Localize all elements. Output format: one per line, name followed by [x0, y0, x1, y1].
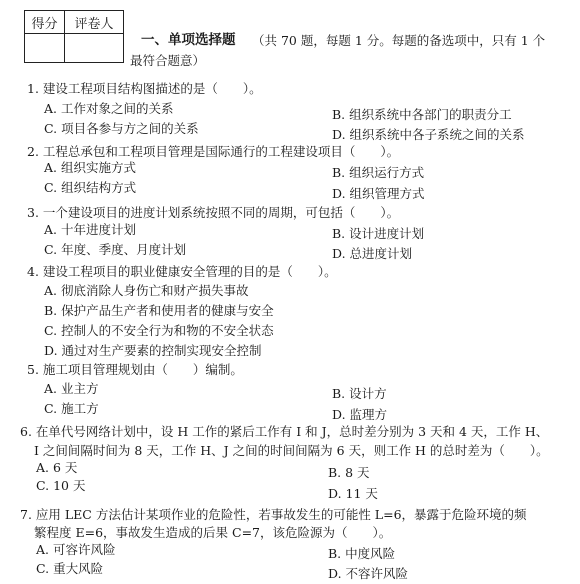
- question-5-option-a: A. 业主方: [44, 381, 99, 396]
- question-7-stem-line1: 7. 应用 LEC 方法估计某项作业的危险性，若事故发生的可能性 L=6，暴露于危险环境的频: [20, 507, 527, 522]
- question-6-option-c: C. 10 天: [36, 478, 86, 493]
- question-6-option-a: A. 6 天: [36, 460, 78, 475]
- question-7-option-a: A. 可容许风险: [36, 542, 116, 557]
- section-title: 一、单项选择题: [141, 32, 236, 48]
- score-cell: [25, 34, 65, 63]
- question-2-stem: 2. 工程总承包和工程项目管理是国际通行的工程建设项目（ ）。: [27, 144, 400, 159]
- question-6-option-d: D. 11 天: [328, 486, 378, 501]
- question-7-stem-line2: 繁程度 E=6，事故发生造成的后果 C=7，该危险源为（ ）。: [34, 525, 392, 540]
- question-2-option-c: C. 组织结构方式: [44, 180, 137, 195]
- question-1-option-d: D. 组织系统中各子系统之间的关系: [332, 127, 525, 142]
- question-1-option-b: B. 组织系统中各部门的职责分工: [332, 107, 512, 122]
- question-4-option-a: A. 彻底消除人身伤亡和财产损失事故: [44, 283, 249, 298]
- question-4-option-d: D. 通过对生产要素的控制实现安全控制: [44, 343, 262, 358]
- section-instructions-line1: （共 70 题，每题 1 分。每题的备选项中，只有 1 个: [252, 33, 546, 48]
- question-7-option-d: D. 不容许风险: [328, 566, 409, 581]
- question-5-option-d: D. 监理方: [332, 407, 388, 422]
- question-3-option-a: A. 十年进度计划: [44, 222, 136, 237]
- question-4-option-c: C. 控制人的不安全行为和物的不安全状态: [44, 323, 274, 338]
- question-7-option-b: B. 中度风险: [328, 546, 396, 561]
- question-6-stem-line2: I 之间间隔时间为 8 天，工作 H、J 之间的时间间隔为 6 天，则工作 H 的总时差为（ ）。: [34, 443, 549, 458]
- score-header: 得分: [25, 11, 65, 34]
- question-5-stem: 5. 施工项目管理规划由（ ）编制。: [27, 362, 243, 377]
- grader-header: 评卷人: [64, 11, 123, 34]
- question-4-option-b: B. 保护产品生产者和使用者的健康与安全: [44, 303, 274, 318]
- question-1-option-a: A. 工作对象之间的关系: [44, 101, 174, 116]
- question-5-option-b: B. 设计方: [332, 386, 387, 401]
- question-5-option-c: C. 施工方: [44, 401, 99, 416]
- question-3-option-c: C. 年度、季度、月度计划: [44, 242, 187, 257]
- score-table: [24, 10, 124, 63]
- question-7-option-c: C. 重大风险: [36, 561, 104, 576]
- question-3-stem: 3. 一个建设项目的进度计划系统按照不同的周期，可包括（ ）。: [27, 205, 400, 220]
- question-3-option-b: B. 设计进度计划: [332, 226, 425, 241]
- question-2-option-a: A. 组织实施方式: [44, 160, 136, 175]
- question-1-stem: 1. 建设工程项目结构图描述的是（ ）。: [27, 81, 262, 96]
- question-4-stem: 4. 建设工程项目的职业健康安全管理的目的是（ ）。: [27, 264, 337, 279]
- grader-cell: [64, 34, 123, 63]
- question-1-option-c: C. 项目各参与方之间的关系: [44, 121, 199, 136]
- question-2-option-b: B. 组织运行方式: [332, 165, 425, 180]
- question-6-option-b: B. 8 天: [328, 465, 370, 480]
- question-2-option-d: D. 组织管理方式: [332, 186, 425, 201]
- question-3-option-d: D. 总进度计划: [332, 246, 413, 261]
- question-6-stem-line1: 6. 在单代号网络计划中，设 H 工作的紧后工作有 I 和 J，总时差分别为 3 天和 4 天，工作 H、: [20, 424, 549, 439]
- section-instructions-line2: 最符合题意）: [130, 53, 206, 68]
